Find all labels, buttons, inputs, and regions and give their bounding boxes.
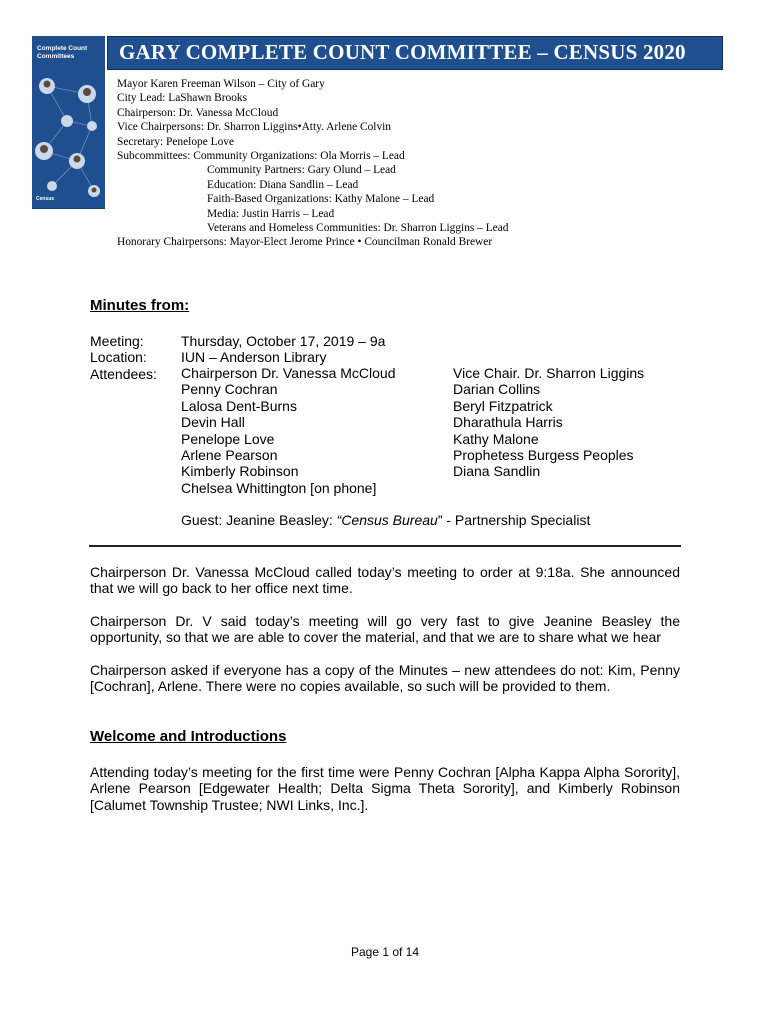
poster-census-logo: Census [36, 196, 55, 202]
subcommittee-item: Veterans and Homeless Communities: Dr. Sharron Liggins – Lead [207, 222, 509, 235]
minutes-heading: Minutes from: [90, 297, 190, 314]
guest-line [181, 512, 590, 528]
people-network-icon [32, 66, 105, 209]
attendee-name: Diana Sandlin [453, 463, 541, 480]
committee-listing [117, 77, 677, 250]
attendee-name: Penny Cochran [181, 381, 278, 398]
attendee-name: Prophetess Burgess Peoples [453, 447, 634, 464]
guest-prefix: Guest: Jeanine Beasley: [181, 512, 337, 528]
subcommittee-item: Media: Justin Harris – Lead [207, 207, 335, 220]
location-value: IUN – Anderson Library [181, 349, 327, 366]
attendee-name: Beryl Fitzpatrick [453, 397, 553, 414]
attendee-name: Arlene Pearson [181, 447, 278, 464]
attendee-name: Penelope Love [181, 430, 275, 447]
poster-title: Complete Count Committees [37, 45, 88, 60]
meeting-label: Meeting: [90, 333, 144, 349]
attendee-name: Dharathula Harris [453, 414, 563, 431]
attendee-name: Kathy Malone [453, 430, 539, 447]
attendee-name: Lalosa Dent-Burns [181, 397, 297, 414]
section-divider [89, 545, 681, 547]
title-banner [107, 36, 723, 70]
subcommittee-item: Faith-Based Organizations: Kathy Malone – Lead [207, 193, 435, 206]
attendees-column-1 [181, 365, 396, 496]
paragraph-meeting-pace: Chairperson Dr. V said today’s meeting will go very fast to give Jeanine Beasley the opportunity, so that we are able to cover the material, and that we are to share what we hear [90, 613, 680, 646]
guest-org: “Census Bureau [336, 512, 438, 528]
attendees-label: Attendees: [90, 365, 157, 382]
census-poster-image [32, 36, 105, 209]
attendee-name: Chelsea Whittington [on phone] [181, 479, 377, 496]
vice-chairs-line: Vice Chairpersons: Dr. Sharron Liggins•Atty. Arlene Colvin [117, 121, 392, 134]
document-title: GARY COMPLETE COUNT COMMITTEE – CENSUS 2020 [119, 40, 686, 64]
page-number: Page 1 of 14 [350, 945, 420, 959]
attendee-name: Devin Hall [181, 414, 245, 431]
attendee-name: Darian Collins [453, 381, 541, 398]
paragraph-call-to-order: Chairperson Dr. Vanessa McCloud called today’s meeting to order at 9:18a. She announced that we will go back to her office next time. [90, 564, 680, 597]
paragraph-first-time-attendees: Attending today’s meeting for the first time were Penny Cochran [Alpha Kappa Alpha Sorority], Arlene Pearson [Edgewater Health; Delta Sigma Theta Sorority], and Kimberly Robinson [Calumet Township Trustee; NWI Links, Inc.]. [90, 764, 680, 813]
paragraph-minutes-copies: Chairperson asked if everyone has a copy of the Minutes – new attendees do not: Kim, Penny [Cochran], Arlene. There were no copies available, so such will be provided to them. [90, 662, 680, 695]
subcommittee-item: Community Partners: Gary Olund – Lead [207, 164, 396, 177]
attendee-name: Vice Chair. Dr. Sharron Liggins [453, 365, 645, 381]
mayor-line: Mayor Karen Freeman Wilson – City of Gary [117, 78, 325, 90]
location-label: Location: [90, 349, 147, 366]
meeting-value: Thursday, October 17, 2019 – 9a [181, 333, 386, 349]
city-lead-line: City Lead: LaShawn Brooks [117, 92, 248, 105]
subcommittee-item: Education: Diana Sandlin – Lead [207, 178, 359, 191]
subcommittees-line: Subcommittees: Community Organizations: Ola Morris – Lead [117, 150, 405, 163]
secretary-line: Secretary: Penelope Love [117, 135, 235, 148]
guest-suffix: ” - Partnership Specialist [437, 512, 591, 528]
attendee-name: Chairperson Dr. Vanessa McCloud [181, 365, 396, 381]
welcome-heading: Welcome and Introductions [90, 728, 287, 745]
honorary-line: Honorary Chairpersons: Mayor-Elect Jerome Prince • Councilman Ronald Brewer [117, 236, 493, 249]
attendees-column-2 [453, 365, 644, 480]
attendee-name: Kimberly Robinson [181, 463, 299, 480]
chairperson-line: Chairperson: Dr. Vanessa McCloud [117, 106, 279, 119]
